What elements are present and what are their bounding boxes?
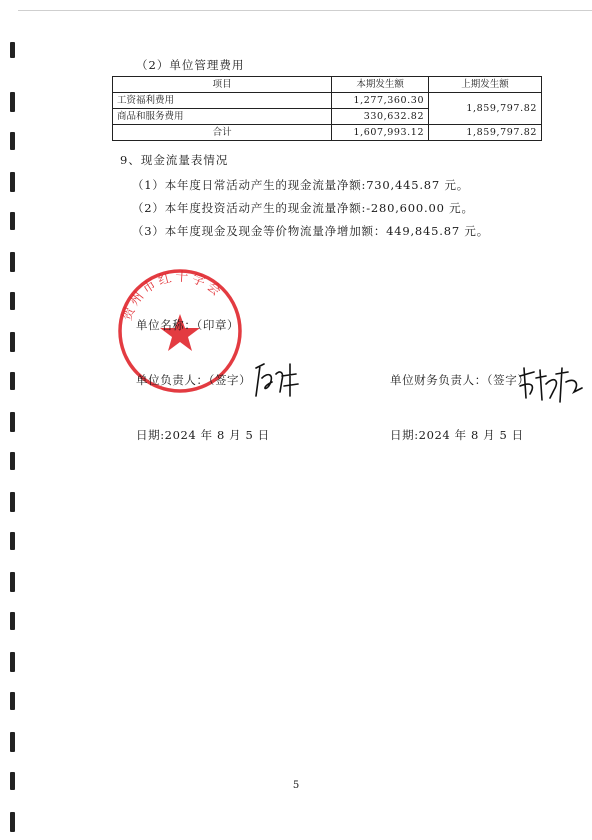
table-row (113, 93, 542, 109)
leader-signature (250, 356, 305, 404)
total-label: 合计 (113, 125, 332, 141)
expense-subtitle: （2）单位管理费用 (136, 58, 245, 72)
table-header-row (113, 77, 542, 93)
row-label: 商品和服务费用 (113, 109, 332, 125)
header-previous: 上期发生额 (429, 77, 542, 93)
page-number: 5 (292, 780, 300, 791)
unit-name-label: 单位名称：（印章） (136, 318, 240, 332)
binding-holes (10, 0, 18, 840)
row-current: 330,632.82 (332, 109, 429, 125)
table-total-row (113, 125, 542, 141)
cashflow-title: 9、现金流量表情况 (120, 153, 229, 167)
management-expense-table (112, 76, 542, 141)
header-item: 项目 (113, 77, 332, 93)
svg-text:贺州市红十字会: 贺州市红十字会 (119, 269, 226, 323)
row-label: 工资福利费用 (113, 93, 332, 109)
date-right: 日期:2024 年 8 月 5 日 (390, 428, 524, 442)
row-current: 1,277,360.30 (332, 93, 429, 109)
finance-leader-label: 单位财务负责人：（签字） (390, 373, 530, 387)
date-left: 日期:2024 年 8 月 5 日 (136, 428, 270, 442)
scan-edge-line (18, 10, 592, 11)
cashflow-item: （3）本年度现金及现金等价物流量净增加额：449,845.87 元。 (132, 224, 490, 238)
leader-label: 单位负责人：（签字） (136, 373, 252, 387)
cashflow-item: （1）本年度日常活动产生的现金流量净额:730,445.87 元。 (132, 178, 470, 192)
finance-signature (516, 362, 588, 406)
total-previous: 1,859,797.82 (429, 125, 542, 141)
cashflow-item: （2）本年度投资活动产生的现金流量净额:-280,600.00 元。 (132, 201, 474, 215)
total-current: 1,607,993.12 (332, 125, 429, 141)
row-previous-combined: 1,859,797.82 (429, 93, 542, 125)
header-current: 本期发生额 (332, 77, 429, 93)
